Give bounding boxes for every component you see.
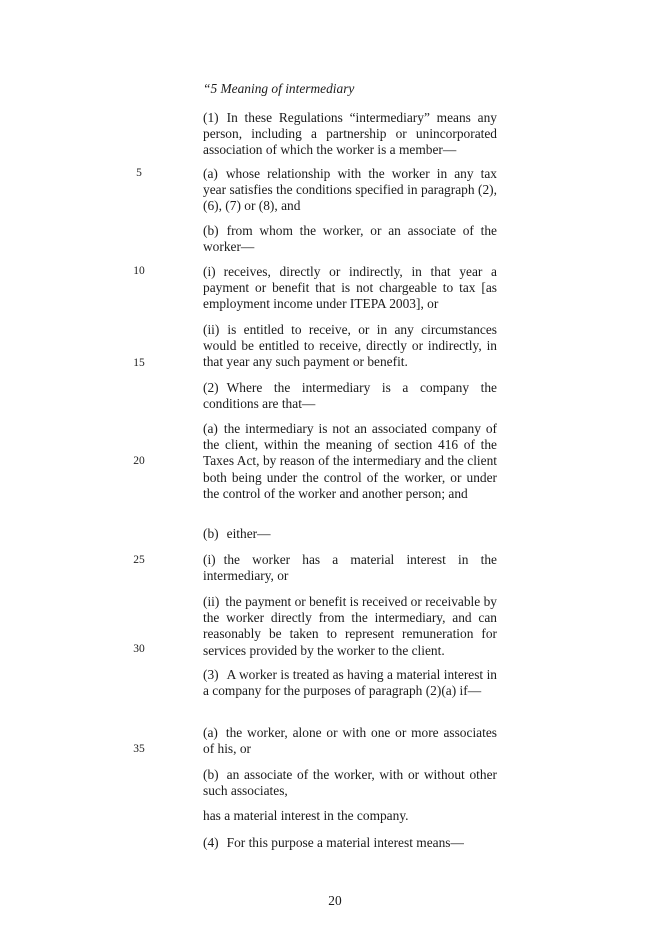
paragraph-label: (2) — [203, 380, 219, 395]
paragraph-label: (i) — [203, 264, 216, 279]
paragraph-2b — [203, 526, 497, 542]
paragraph-text: an associate of the worker, with or without other such associates, — [203, 767, 497, 799]
paragraph-label: (i) — [203, 552, 216, 567]
paragraph-text: either— — [226, 526, 271, 541]
paragraph-label: (a) — [203, 725, 218, 740]
paragraph-1 — [203, 110, 497, 159]
paragraph-label: (b) — [203, 526, 219, 541]
paragraph-label: (4) — [203, 835, 219, 850]
paragraph-3b — [203, 767, 497, 799]
paragraph-label: (ii) — [203, 322, 220, 337]
paragraph-text: receives, directly or indirectly, in that year a payment or benefit that is not chargeable to tax [as employment income under ITEPA 2003], or — [203, 264, 497, 312]
paragraph-label: (ii) — [203, 594, 220, 609]
line-number: 30 — [133, 643, 145, 655]
paragraph-text: For this purpose a material interest means— — [226, 835, 464, 850]
paragraph-text: A worker is treated as having a material interest in a company for the purposes of paragraph (2)(a) if— — [203, 667, 497, 699]
paragraph-2b-i — [203, 552, 497, 584]
paragraph-text: In these Regulations “intermediary” means any person, including a partnership or unincorporated association of which the worker is a member— — [203, 110, 497, 158]
paragraph-2b-ii — [203, 594, 497, 659]
paragraph-label: (1) — [203, 110, 219, 125]
page-number: 20 — [328, 893, 342, 908]
paragraph-text: the worker has a material interest in the intermediary, or — [203, 552, 497, 584]
paragraph-label: (b) — [203, 223, 219, 238]
paragraph-text: from whom the worker, or an associate of the worker— — [203, 223, 497, 255]
line-number: 10 — [133, 265, 145, 277]
paragraph-text: has a material interest in the company. — [203, 808, 409, 823]
paragraph-3 — [203, 667, 497, 699]
paragraph-text: the payment or benefit is received or receivable by the worker directly from the intermediary, and can reasonably be taken to represent remuneration for services provided by the worker to the client. — [203, 594, 497, 658]
line-number: 35 — [133, 743, 145, 755]
paragraph-text: is entitled to receive, or in any circumstances would be entitled to receive, directly or indirectly, in that year any such payment or benefit. — [203, 322, 497, 370]
paragraph-text: whose relationship with the worker in any tax year satisfies the conditions specified in paragraph (2), (6), (7) or (8), and — [203, 166, 497, 214]
paragraph-4 — [203, 835, 497, 851]
paragraph-1a — [203, 166, 497, 215]
paragraph-1b-i — [203, 264, 497, 313]
paragraph-1b — [203, 223, 497, 255]
paragraph-2a — [203, 421, 497, 502]
paragraph-3a — [203, 725, 497, 757]
paragraph-3-continuation — [203, 808, 497, 824]
line-number: 15 — [133, 357, 145, 369]
paragraph-label: (3) — [203, 667, 219, 682]
paragraph-1b-ii — [203, 322, 497, 371]
line-number: 25 — [133, 554, 145, 566]
paragraph-label: (a) — [203, 421, 218, 436]
line-number: 20 — [133, 455, 145, 467]
paragraph-2 — [203, 380, 497, 412]
paragraph-label: (a) — [203, 166, 218, 181]
section-heading: “5 Meaning of intermediary — [203, 81, 355, 96]
paragraph-text: Where the intermediary is a company the conditions are that— — [203, 380, 497, 412]
paragraph-label: (b) — [203, 767, 219, 782]
paragraph-text: the worker, alone or with one or more associates of his, or — [203, 725, 497, 757]
line-number: 5 — [136, 167, 142, 179]
paragraph-text: the intermediary is not an associated company of the client, within the meaning of section 416 of the Taxes Act, by reason of the intermediary and the client both being under the control of the worker, or under the control of the worker and another person; and — [203, 421, 497, 501]
